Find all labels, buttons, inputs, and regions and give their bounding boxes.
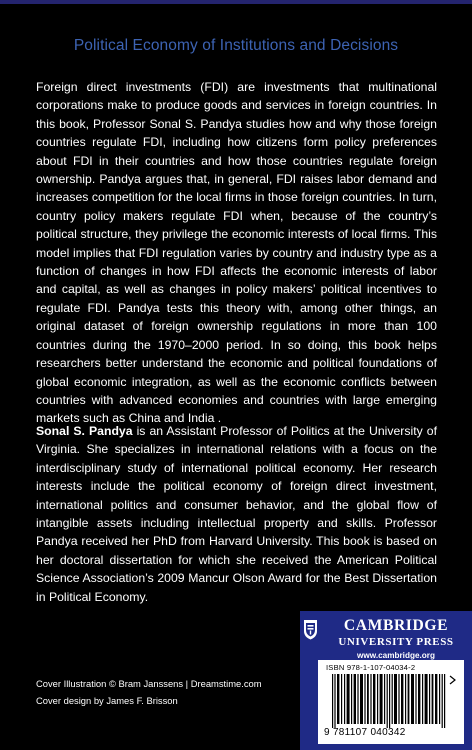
isbn-label: ISBN 978-1-107-04034-2 bbox=[326, 663, 416, 672]
top-color-band bbox=[0, 0, 472, 4]
book-description: Foreign direct investments (FDI) are investments that multinational corporations make to produce goods and services in foreign countries. In this book, Professor Sonal S. Pandya studies how and why those foreign countries regulate FDI, including how citizens form policy preferences about FDI in their countries and how those countries regulate foreign ownership. Pandya argues that, in general, FDI raises labor demand and increases competition for the local firms in those foreign countries. In turn, country policy makers regulate FDI when, because of the country’s political structure, they privilege the economic interests of local firms. This model implies that FDI regulation varies by country and industry type as a function of changes in how FDI affects the economic interests of labor and capital, as well as changes in policy makers’ political incentives to regulate FDI. Pandya tests this theory with, among other things, an original dataset of foreign ownership regulations in more than 100 countries during the 1970–2000 period. In so doing, this book helps researchers better understand the economic and political foundations of global economic integration, as well as the economic conflicts between countries with advanced economies and countries with large emerging markets such as China and India . bbox=[36, 80, 437, 426]
barcode-digits: 9 781107 040342 bbox=[324, 727, 406, 738]
series-title: Political Economy of Institutions and Decisions bbox=[73, 37, 399, 54]
publisher-url: www.cambridge.org bbox=[357, 651, 435, 660]
cover-credits bbox=[36, 676, 262, 709]
publisher-name: CAMBRIDGE bbox=[343, 617, 449, 634]
design-credit: Cover design by James F. Brisson bbox=[36, 694, 178, 706]
author-name: Sonal S. Pandya bbox=[36, 424, 133, 438]
cambridge-seal-icon bbox=[303, 619, 318, 640]
publisher-subtitle: UNIVERSITY PRESS bbox=[338, 636, 454, 648]
author-bio-text: is an Assistant Professor of Politics at the University of Virginia. She specializes in international relations with a focus on the interdisciplinary study of international political economy. Her research interests include the political economy of foreign direct investment, international politics and consumer behavior, and the global flow of intangible assets including intellectual property and skills. Professor Pandya received her PhD from Harvard University. This book is based on her doctoral dissertation for which she received the American Political Science Association’s 2009 Mancur Olson Award for the Best Dissertation in Political Economy. bbox=[36, 424, 437, 604]
barcode-panel bbox=[318, 660, 464, 744]
barcode-icon bbox=[324, 674, 458, 728]
illustration-credit: Cover Illustration © Bram Janssens | Dreamstime.com bbox=[36, 678, 262, 689]
author-bio bbox=[36, 422, 437, 606]
